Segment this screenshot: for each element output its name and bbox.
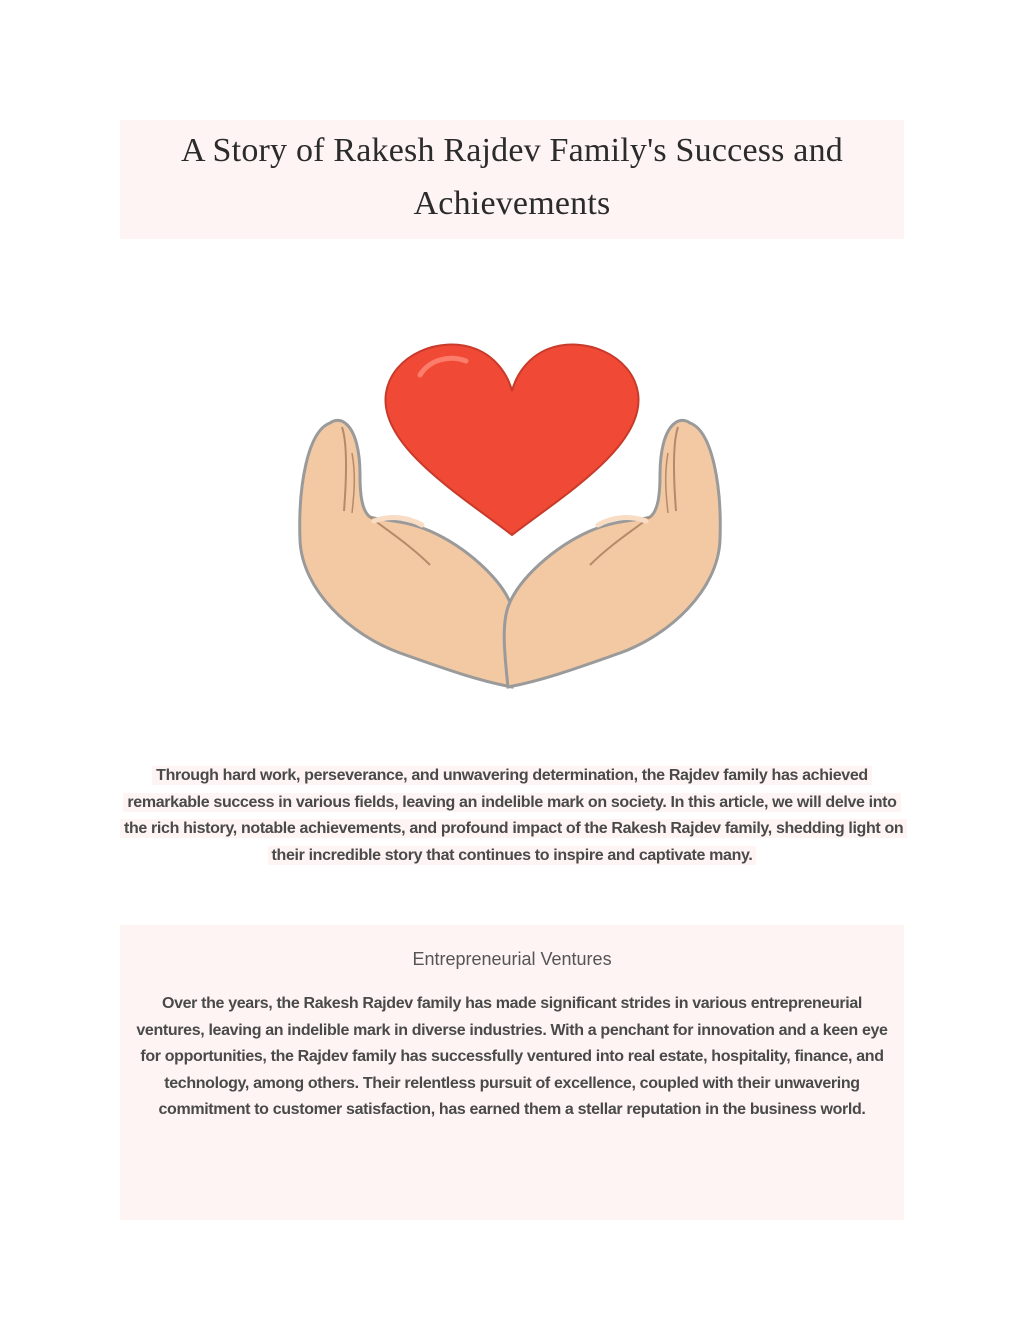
heart-in-hands-icon	[290, 335, 730, 690]
title-panel	[120, 120, 904, 239]
intro-text: Through hard work, perseverance, and unwavering determination, the Rajdev family has achieved remarkable success in various fields, leaving an indelible mark on society. In this article, we will delve into the rich history, notable achievements, and profound impact of the Rakesh Rajdev family, shedding light on their incredible story that continues to inspire and captivate many.	[120, 766, 907, 865]
section-body: Over the years, the Rakesh Rajdev family has made significant strides in various entrepreneurial ventures, leaving an indelible mark in diverse industries. With a penchant for innovation and a keen eye for opportunities, the Rajdev family has successfully ventured into real estate, hospitality, finance, and technology, among others. Their relentless pursuit of excellence, coupled with their unwavering commitment to customer satisfaction, has earned them a stellar reputation in the business world.	[136, 995, 888, 1119]
heart-icon	[385, 345, 638, 535]
hero-image	[290, 335, 730, 690]
section-entrepreneurial-ventures	[120, 925, 904, 1220]
page-title: A Story of Rakesh Rajdev Family's Success and Achievements	[180, 132, 843, 222]
section-heading: Entrepreneurial Ventures	[412, 949, 612, 969]
intro-paragraph	[120, 763, 904, 869]
